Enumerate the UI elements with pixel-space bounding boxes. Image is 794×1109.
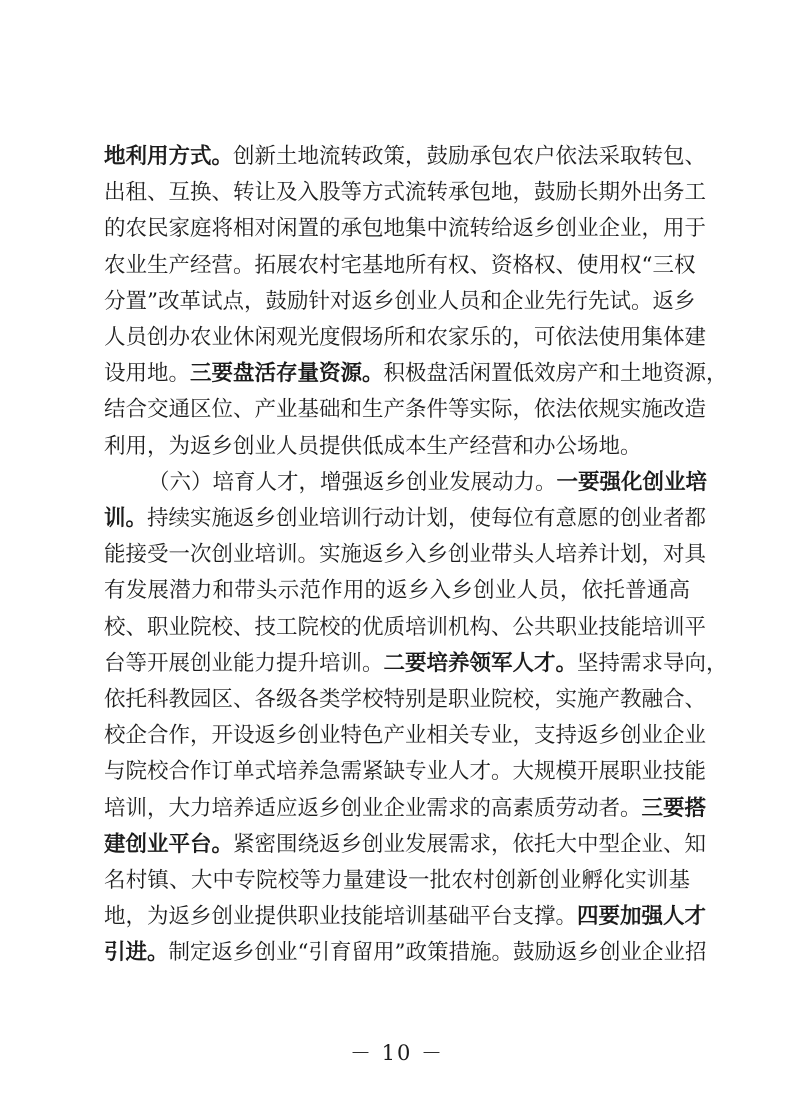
text-segment: 校、职业院校、技工院校的优质培训机构、公共职业技能培训平: [104, 614, 707, 640]
page-number: － 10 －: [349, 1041, 445, 1065]
text-segment: 培训，大力培养适应返乡创业企业需求的高素质劳动者。: [104, 795, 642, 821]
text-segment: 创新土地流转政策，鼓励承包农户依法采取转包、: [233, 144, 707, 169]
text-line: [104, 395, 707, 425]
text-line: [104, 359, 728, 389]
text-line: [104, 178, 707, 208]
bold-text-segment: 三要盘活存量资源。: [190, 361, 384, 387]
text-line: [104, 721, 707, 751]
text-segment: 与院校合作订单式培养急需紧缺专业人才。大规模开展职业技能: [104, 759, 707, 785]
text-segment: 台等开展创业能力提升培训。: [104, 650, 384, 676]
bold-text-segment: 地利用方式。: [104, 144, 234, 169]
text-segment: 坚持需求导向，: [577, 650, 728, 676]
text-line: [104, 794, 707, 824]
text-segment: 人员创办农业休闲观光度假场所和农家乐的，可依法使用集体建: [104, 325, 707, 350]
text-line: [104, 323, 707, 353]
bold-text-segment: 训。: [104, 506, 148, 531]
text-line: [104, 504, 707, 534]
text-line: [104, 866, 690, 896]
text-segment: 紧密围绕返乡创业发展需求，依托大中型企业、知: [233, 831, 707, 857]
text-segment: 有发展潜力和带头示范作用的返乡入乡创业人员，依托普通高: [104, 578, 690, 604]
text-segment: 制定返乡创业“引育留用”政策措施。鼓励返乡创业企业招: [168, 940, 707, 966]
text-line: [104, 432, 690, 462]
text-segment: 校企合作，开设返乡创业特色产业相关专业，支持返乡创业企业: [104, 723, 707, 749]
text-segment: 依托科教园区、各级各类学校特别是职业院校，实施产教融合、: [104, 687, 707, 712]
text-line: [104, 938, 707, 968]
text-line: [104, 251, 696, 281]
text-segment: 地，为返乡创业提供职业技能培训基础平台支撑。: [104, 904, 578, 930]
bold-text-segment: 二要培养领军人才。: [383, 650, 578, 676]
text-line: [148, 468, 708, 498]
text-segment: 农业生产经营。拓展农村宅基地所有权、资格权、使用权“三权: [104, 252, 696, 278]
bold-text-segment: 引进。: [104, 940, 169, 966]
bold-text-segment: 一要强化创业培: [556, 469, 708, 495]
text-line: [104, 685, 707, 715]
text-line: [104, 214, 707, 244]
text-segment: 积极盘活闲置低效房产和土地资源，: [383, 361, 728, 387]
text-segment: 的农民家庭将相对闲置的承包地集中流转给返乡创业企业，用于: [104, 216, 707, 242]
text-segment: 持续实施返乡创业培训行动计划，使每位有意愿的创业者都: [147, 506, 707, 531]
text-segment: 设用地。: [104, 361, 191, 387]
text-segment: 利用，为返乡创业人员提供低成本生产经营和办公场地。: [104, 433, 642, 459]
text-segment: 能接受一次创业培训。实施返乡入乡创业带头人培养计划，对具: [104, 542, 707, 568]
text-segment: 名村镇、大中专院校等力量建设一批农村创新创业孵化实训基: [104, 868, 690, 893]
text-line: [104, 902, 707, 932]
text-line: [104, 142, 707, 172]
text-line: [104, 757, 707, 787]
text-line: [104, 576, 690, 606]
text-segment: 结合交通区位、产业基础和生产条件等实际，依法依规实施改造: [104, 397, 707, 423]
text-line: [104, 287, 696, 317]
text-segment: 出租、互换、转让及入股等方式流转承包地，鼓励长期外出务工: [104, 180, 707, 206]
text-line: [104, 540, 707, 570]
bold-text-segment: 四要加强人才: [577, 904, 707, 930]
bold-text-segment: 建创业平台。: [104, 831, 234, 857]
text-line: [104, 830, 707, 860]
text-line: [104, 613, 707, 643]
text-segment: （六）培育人才，增强返乡创业发展动力。: [148, 469, 557, 495]
bold-text-segment: 三要搭: [641, 795, 707, 821]
text-segment: 分置”改革试点，鼓励针对返乡创业人员和企业先行先试。返乡: [104, 288, 696, 314]
text-line: [104, 649, 728, 679]
